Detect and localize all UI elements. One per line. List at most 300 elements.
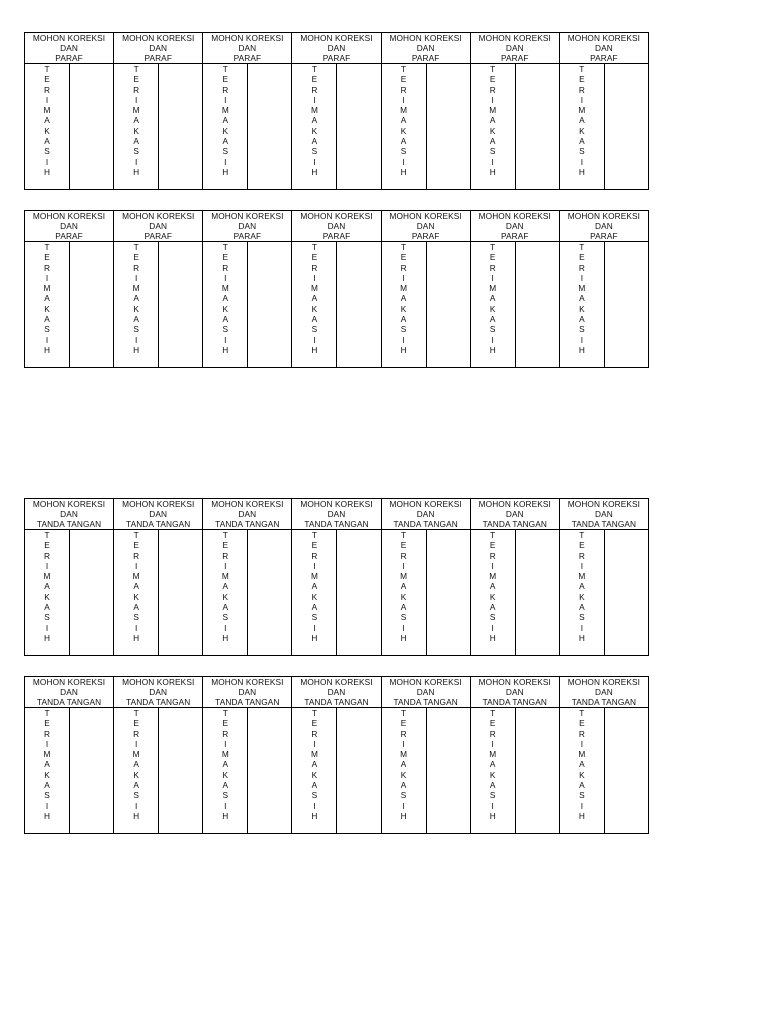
vertical-letter: M [489,749,497,760]
vertical-letter: A [400,581,407,592]
header-row [25,33,649,64]
vertical-letter: E [311,540,318,551]
signature-area[interactable] [159,708,202,833]
vertical-letter: R [400,550,407,561]
stamp-body [114,242,203,368]
stamp-header [292,677,381,708]
header-line: DAN [595,687,613,697]
signature-area[interactable] [427,530,470,655]
body-row [25,530,649,656]
vertical-letter: T [579,708,585,718]
header-line: TANDA TANGAN [482,519,547,529]
stamp-body [203,530,292,656]
vertical-letter: M [578,105,586,116]
signature-area[interactable] [159,530,202,655]
vertical-letter: S [579,612,585,623]
vertical-letter: A [579,115,585,126]
vertical-thanks [203,242,248,367]
vertical-thanks [560,64,605,189]
signature-area[interactable] [248,530,291,655]
vertical-letter: E [489,540,496,551]
vertical-letter: A [133,293,139,304]
header-line: MOHON KOREKSI [32,33,106,43]
vertical-letter: A [222,602,229,613]
header-line: PARAF [501,231,529,241]
vertical-letter: H [222,632,229,643]
vertical-thanks [471,242,516,367]
header-line: PARAF [590,53,618,63]
signature-area[interactable] [516,530,559,655]
vertical-letter: K [579,303,585,314]
vertical-letter: S [222,790,229,801]
vertical-letter: A [44,602,50,613]
vertical-letter: T [222,64,228,74]
vertical-letter: E [133,718,139,729]
stamp-body [559,530,648,656]
vertical-thanks [382,64,427,189]
signature-area[interactable] [337,242,380,367]
vertical-letter: K [400,591,407,602]
vertical-letter: R [133,550,140,561]
vertical-letter: I [580,272,583,283]
signature-area[interactable] [70,708,113,833]
vertical-letter: T [490,708,496,718]
header-line: DAN [327,509,346,519]
signature-area[interactable] [337,64,380,189]
header-line: PARAF [411,231,440,241]
vertical-letter: M [400,749,408,760]
stamp-header [381,33,470,64]
vertical-letter: I [45,156,49,167]
vertical-letter: H [222,344,229,355]
vertical-letter: I [134,272,138,283]
header-line: MOHON KOREKSI [478,211,551,221]
header-line: MOHON KOREKSI [122,211,195,221]
vertical-thanks [114,708,159,833]
vertical-letter: A [222,581,229,592]
vertical-letter: I [580,156,583,167]
header-line: DAN [505,221,524,231]
stamp-body [292,64,381,190]
header-line: MOHON KOREKSI [122,33,195,43]
vertical-thanks [382,530,427,655]
vertical-letter: M [578,571,586,582]
vertical-letter: E [222,252,229,263]
header-line: DAN [60,687,78,697]
vertical-letter: E [311,74,318,85]
vertical-letter: R [311,262,318,273]
vertical-letter: I [45,334,49,345]
signature-area[interactable] [427,242,470,367]
vertical-letter: T [579,242,585,252]
vertical-letter: R [578,550,585,561]
vertical-letter: I [224,800,227,811]
vertical-thanks [114,64,159,189]
vertical-letter: H [489,810,496,821]
stamp-body-inner [560,242,648,367]
vertical-letter: A [44,115,50,126]
vertical-letter: M [310,283,318,294]
header-line: PARAF [322,53,351,63]
vertical-letter: M [43,105,51,116]
vertical-letter: R [311,728,318,739]
vertical-letter: M [43,749,51,760]
header-line: TANDA TANGAN [393,697,458,707]
stamp-body-inner [203,64,291,189]
stamp-header [114,211,203,242]
vertical-letter: I [45,94,49,105]
vertical-letter: M [43,571,51,582]
vertical-letter: H [311,344,318,355]
vertical-thanks [292,708,337,833]
stamp-body [381,242,470,368]
vertical-letter: M [310,749,318,760]
vertical-letter: R [400,84,407,95]
vertical-letter: I [313,156,316,167]
vertical-letter: T [401,708,407,718]
vertical-letter: R [400,728,407,739]
vertical-letter: A [400,136,407,147]
vertical-letter: S [311,790,318,801]
vertical-letter: I [134,334,138,345]
header-line: DAN [416,221,435,231]
stamp-grid [24,498,649,656]
stamp-table-ttd-1 [24,498,649,656]
vertical-letter: E [44,74,50,85]
stamp-body-inner [114,530,202,655]
stamp-body-inner [471,242,559,367]
vertical-letter: R [578,84,585,95]
vertical-letter: E [133,252,139,263]
vertical-letter: R [489,262,496,273]
vertical-letter: I [313,334,316,345]
vertical-letter: I [402,800,405,811]
vertical-letter: S [311,324,318,335]
header-line: DAN [149,509,168,519]
header-line: MOHON KOREKSI [300,677,373,687]
vertical-letter: R [133,262,140,273]
vertical-letter: E [133,74,139,85]
vertical-letter: H [489,344,496,355]
vertical-letter: S [44,146,50,157]
vertical-letter: E [579,252,585,263]
stamp-body [470,530,559,656]
vertical-letter: I [491,94,494,105]
vertical-letter: I [134,156,138,167]
vertical-letter: H [311,810,318,821]
vertical-letter: S [44,612,50,623]
body-row [25,708,649,834]
vertical-letter: A [133,115,139,126]
header-line: DAN [60,43,78,53]
vertical-thanks [471,708,516,833]
vertical-letter: E [579,540,585,551]
stamp-header [25,33,114,64]
vertical-letter: M [400,283,408,294]
vertical-letter: S [400,612,407,623]
stamp-body-inner [382,242,470,367]
header-row [25,499,649,530]
vertical-letter: A [44,780,50,791]
body-row [25,242,649,368]
stamp-header [25,677,114,708]
vertical-letter: K [222,769,229,780]
vertical-letter: E [400,74,407,85]
vertical-letter: M [221,749,229,760]
vertical-letter: H [222,810,229,821]
signature-area[interactable] [427,64,470,189]
vertical-letter: M [221,283,229,294]
vertical-letter: K [489,303,496,314]
vertical-letter: H [400,344,407,355]
vertical-letter: T [401,64,407,74]
vertical-letter: S [222,146,229,157]
stamp-body [470,242,559,368]
vertical-letter: E [400,540,407,551]
header-line: PARAF [144,231,172,241]
stamp-body-inner [471,64,559,189]
vertical-letter: A [311,759,318,770]
vertical-letter: T [44,64,50,74]
stamp-body [114,64,203,190]
vertical-letter: A [311,780,318,791]
vertical-letter: H [44,166,50,177]
stamp-body-inner [560,708,648,833]
signature-area[interactable] [516,242,559,367]
vertical-letter: M [578,749,586,760]
vertical-letter: K [133,769,139,780]
header-line: DAN [595,43,613,53]
vertical-letter: I [45,738,49,749]
signature-area[interactable] [516,708,559,833]
stamp-body-inner [560,530,648,655]
stamp-header [292,211,381,242]
signature-area[interactable] [248,242,291,367]
vertical-letter: R [489,84,496,95]
vertical-letter: A [311,293,318,304]
vertical-letter: K [44,303,50,314]
vertical-letter: A [222,115,229,126]
vertical-letter: M [310,571,318,582]
header-line: DAN [416,43,435,53]
vertical-letter: H [489,632,496,643]
vertical-letter: K [222,303,229,314]
vertical-letter: I [580,622,583,633]
signature-area[interactable] [605,242,648,367]
vertical-letter: E [579,718,585,729]
vertical-letter: A [579,581,585,592]
stamp-body [559,708,648,834]
vertical-letter: I [580,738,583,749]
stamp-body-inner [203,530,291,655]
vertical-letter: A [400,293,407,304]
vertical-letter: R [489,728,496,739]
signature-area[interactable] [248,708,291,833]
stamp-header [559,211,648,242]
vertical-letter: I [224,94,227,105]
vertical-letter: A [579,136,585,147]
header-line: TANDA TANGAN [36,697,102,707]
vertical-letter: S [400,790,407,801]
signature-area[interactable] [427,708,470,833]
stamp-header [114,33,203,64]
signature-area[interactable] [159,242,202,367]
vertical-letter: H [133,810,140,821]
vertical-letter: S [400,324,407,335]
vertical-letter: I [224,156,227,167]
vertical-letter: M [132,283,140,294]
vertical-letter: K [579,125,585,136]
vertical-letter: R [400,262,407,273]
stamp-body-inner [203,708,291,833]
header-line: MOHON KOREKSI [389,33,462,43]
vertical-letter: S [489,612,496,623]
stamp-body-inner [560,64,648,189]
header-line: MOHON KOREKSI [567,211,641,221]
header-line: DAN [505,509,524,519]
vertical-letter: M [132,749,140,760]
stamp-body [559,242,648,368]
vertical-letter: A [400,115,407,126]
vertical-letter: T [222,242,228,252]
vertical-letter: R [578,262,585,273]
vertical-letter: M [132,105,140,116]
signature-area[interactable] [337,530,380,655]
header-line: MOHON KOREKSI [122,499,195,509]
vertical-letter: A [133,136,139,147]
vertical-thanks [114,530,159,655]
header-line: DAN [149,687,168,697]
stamp-table-paraf-1 [24,32,649,190]
vertical-letter: R [222,84,229,95]
vertical-letter: K [311,591,318,602]
vertical-letter: S [133,146,139,157]
stamp-header [470,33,559,64]
stamp-body-inner [114,242,202,367]
header-row [25,677,649,708]
stamp-header [470,499,559,530]
stamp-grid [24,32,649,190]
signature-area[interactable] [70,242,113,367]
vertical-letter: A [489,602,496,613]
header-line: MOHON KOREKSI [567,499,641,509]
stamp-body [381,708,470,834]
vertical-letter: H [400,632,407,643]
stamp-body [559,64,648,190]
header-line: MOHON KOREKSI [32,211,106,221]
stamp-body-inner [292,242,380,367]
stamp-table-ttd-2 [24,676,649,834]
vertical-thanks [203,64,248,189]
header-line: MOHON KOREKSI [300,499,373,509]
vertical-letter: A [400,602,407,613]
vertical-letter: E [222,718,229,729]
header-line: PARAF [233,53,262,63]
stamp-header [114,499,203,530]
vertical-letter: K [222,591,229,602]
vertical-letter: E [222,540,229,551]
vertical-letter: I [45,560,49,571]
signature-area[interactable] [516,64,559,189]
header-line: DAN [416,687,435,697]
vertical-letter: I [313,94,316,105]
header-line: TANDA TANGAN [36,519,102,529]
signature-area[interactable] [70,64,113,189]
stamp-body-inner [292,64,380,189]
vertical-letter: I [134,800,138,811]
header-line: DAN [327,687,346,697]
vertical-letter: I [402,272,405,283]
vertical-letter: E [489,718,496,729]
header-line: TANDA TANGAN [215,519,280,529]
vertical-letter: E [133,540,139,551]
vertical-letter: I [402,334,405,345]
vertical-letter: I [491,622,494,633]
vertical-letter: I [402,560,405,571]
vertical-letter: K [579,591,585,602]
vertical-thanks [382,242,427,367]
vertical-letter: S [133,324,139,335]
vertical-letter: T [490,64,496,74]
stamp-body-inner [382,64,470,189]
vertical-letter: T [490,530,496,540]
header-line: PARAF [55,53,83,63]
vertical-letter: T [44,242,50,252]
vertical-letter: H [44,632,50,643]
stamp-header [203,211,292,242]
vertical-letter: E [311,718,318,729]
stamp-header [292,499,381,530]
signature-area[interactable] [159,64,202,189]
signature-area[interactable] [605,708,648,833]
vertical-letter: T [490,242,496,252]
signature-area[interactable] [605,530,648,655]
signature-area[interactable] [70,530,113,655]
vertical-letter: A [133,759,139,770]
vertical-letter: M [400,571,408,582]
header-line: MOHON KOREKSI [478,677,551,687]
vertical-letter: I [224,272,227,283]
stamp-header [381,677,470,708]
vertical-letter: T [579,530,585,540]
vertical-thanks [292,242,337,367]
vertical-letter: A [489,759,496,770]
vertical-thanks [203,530,248,655]
vertical-letter: A [222,780,229,791]
vertical-letter: I [491,272,494,283]
vertical-letter: A [400,759,407,770]
vertical-letter: T [133,242,139,252]
header-line: TANDA TANGAN [393,519,458,529]
vertical-letter: T [133,530,139,540]
header-line: DAN [505,687,524,697]
vertical-letter: K [311,303,318,314]
stamp-body-inner [25,708,113,833]
vertical-letter: A [579,759,585,770]
vertical-letter: R [311,550,318,561]
header-line: DAN [149,221,168,231]
signature-area[interactable] [337,708,380,833]
vertical-letter: T [133,708,139,718]
signature-area[interactable] [248,64,291,189]
signature-area[interactable] [605,64,648,189]
stamp-grid [24,210,649,368]
header-line: DAN [327,221,346,231]
vertical-letter: M [578,283,586,294]
vertical-letter: I [134,622,138,633]
vertical-letter: I [313,560,316,571]
vertical-letter: E [44,540,50,551]
